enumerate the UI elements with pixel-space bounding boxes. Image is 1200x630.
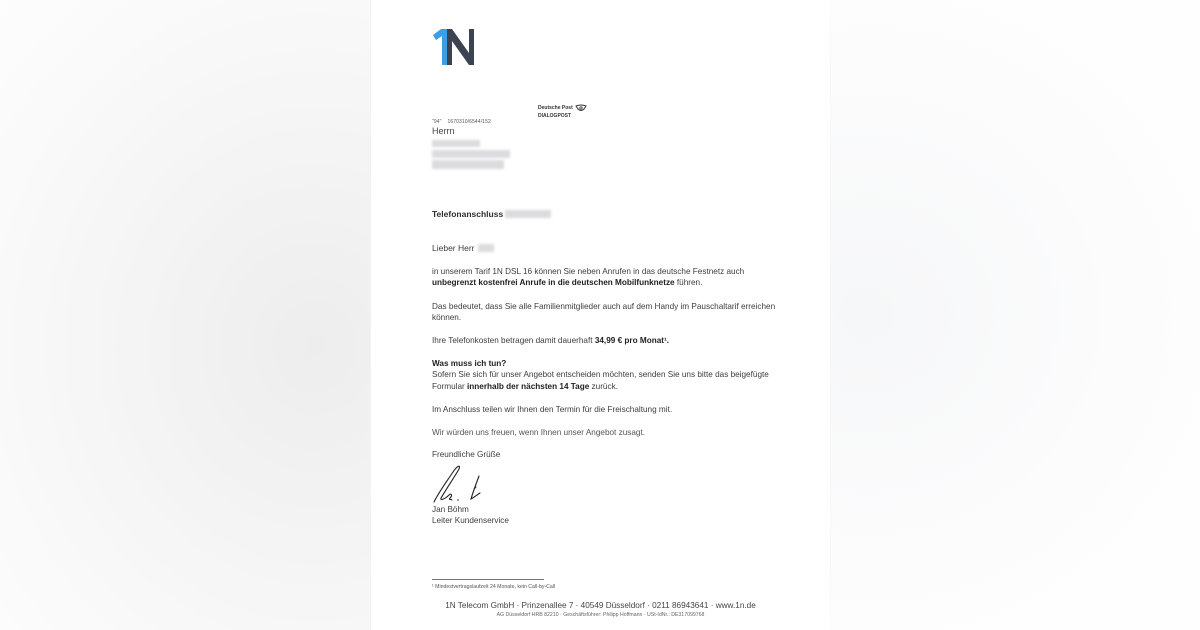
paragraph-text: in unserem Tarif 1N DSL 16 können Sie neben Anrufen in das deutsche Festnetz auch xyxy=(432,267,745,276)
letter-page xyxy=(371,0,830,630)
posthorn-icon xyxy=(575,104,587,113)
greeting-name-redacted xyxy=(478,244,494,252)
letter-subject xyxy=(432,209,551,219)
postage-carrier: Deutsche Post xyxy=(538,105,573,111)
footnote: ¹ Mindestvertragslaufzeit 24 Monate, kein Call-by-Call xyxy=(432,584,556,590)
signature-image xyxy=(431,462,491,506)
body-paragraph-activation: Im Anschluss teilen wir Ihnen den Termin für die Freischaltung mit. xyxy=(432,405,673,414)
background-blur-left xyxy=(0,0,370,630)
paragraph-text: Sofern Sie sich für unser Angebot entscheiden möchten, senden Sie uns bitte das beigefügte Formular xyxy=(432,370,769,391)
action-heading: Was muss ich tun? xyxy=(432,359,507,368)
footnote-divider xyxy=(432,579,544,580)
body-paragraph-offer xyxy=(432,266,782,289)
body-paragraph-closing-remark: Wir würden uns freuen, wenn Ihnen unser Angebot zusagt. xyxy=(432,428,646,437)
recipient-reference: 1670310/6544/152 xyxy=(447,119,491,125)
body-paragraph-meaning: Das bedeutet, dass Sie alle Familienmitglieder auch auf dem Handy im Pauschaltarif erreichen können. xyxy=(432,302,776,323)
paragraph-text: Ihre Telefonkosten betragen damit dauerhaft xyxy=(432,336,595,345)
subject-label: Telefonanschluss xyxy=(432,209,504,219)
signer-title: Leiter Kundenservice xyxy=(432,516,509,525)
background-blur-right xyxy=(830,0,1200,630)
subject-number-redacted xyxy=(505,210,551,218)
postage-mark xyxy=(538,104,587,120)
postage-service: DIALOGPOST xyxy=(538,113,572,119)
body-paragraph-cost xyxy=(432,335,782,346)
letter-closing: Freundliche Grüße xyxy=(432,450,501,459)
company-legal-footer: AG Düsseldorf HRB 82210 · Geschäftsführer: Philipp Hoffmann · USt-IdNr.: DE317099768 xyxy=(496,612,705,618)
price-emphasis: 34,99 € pro Monat¹. xyxy=(594,336,669,345)
paragraph-text: führen. xyxy=(674,278,703,288)
paragraph-emphasis: unbegrenzt kostenfrei Anrufe in die deutschen Mobilfunknetze xyxy=(432,278,675,288)
recipient-salutation: Herrn xyxy=(432,126,455,136)
logo-n-glyph xyxy=(447,29,474,65)
recipient-reference-line xyxy=(432,119,491,125)
greeting-text: Lieber Herr xyxy=(432,243,475,253)
brand-logo-1n xyxy=(431,27,477,65)
company-footer: 1N Telecom GmbH · Prinzenallee 7 · 40549 Düsseldorf · 0211 86943641 · www.1n.de xyxy=(445,601,756,610)
recipient-code: "94" xyxy=(432,119,442,125)
logo-one-glyph xyxy=(433,29,447,65)
body-paragraph-action xyxy=(432,358,782,392)
deadline-emphasis: innerhalb der nächsten 14 Tage xyxy=(467,381,590,391)
letter-greeting xyxy=(432,243,494,253)
signer-name: Jan Böhm xyxy=(432,505,469,514)
paragraph-text: zurück. xyxy=(589,381,618,391)
